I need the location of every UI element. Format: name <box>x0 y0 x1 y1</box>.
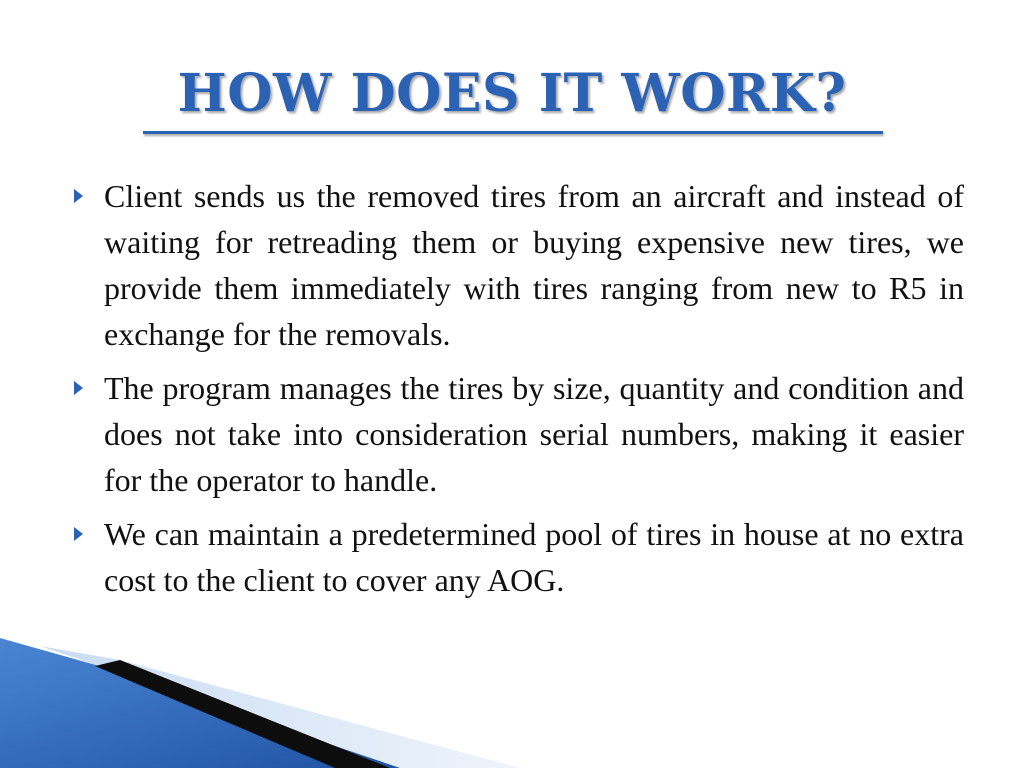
title-underline <box>143 131 883 134</box>
bullet-text: The program manages the tires by size, quantity and condition and does not take into consideration serial numbers, making it easier for the operator to handle. <box>104 370 964 498</box>
bullet-text: Client sends us the removed tires from an aircraft and instead of waiting for retreading them or buying expensive new tires, we provide them immediately with tires ranging from new to R5 in exchange for the removals. <box>104 178 964 352</box>
triangle-right-icon <box>72 511 84 557</box>
triangle-right-icon <box>72 173 84 219</box>
bullet-list <box>72 173 964 611</box>
slide-title: HOW DOES IT WORK? <box>177 63 847 124</box>
bullet-item <box>72 511 964 603</box>
bullet-item <box>72 365 964 503</box>
bullet-text: We can maintain a predetermined pool of tires in house at no extra cost to the client to cover any AOG. <box>104 516 964 598</box>
bullet-item <box>72 173 964 357</box>
decorative-swoosh <box>0 638 1024 768</box>
triangle-right-icon <box>72 365 84 411</box>
